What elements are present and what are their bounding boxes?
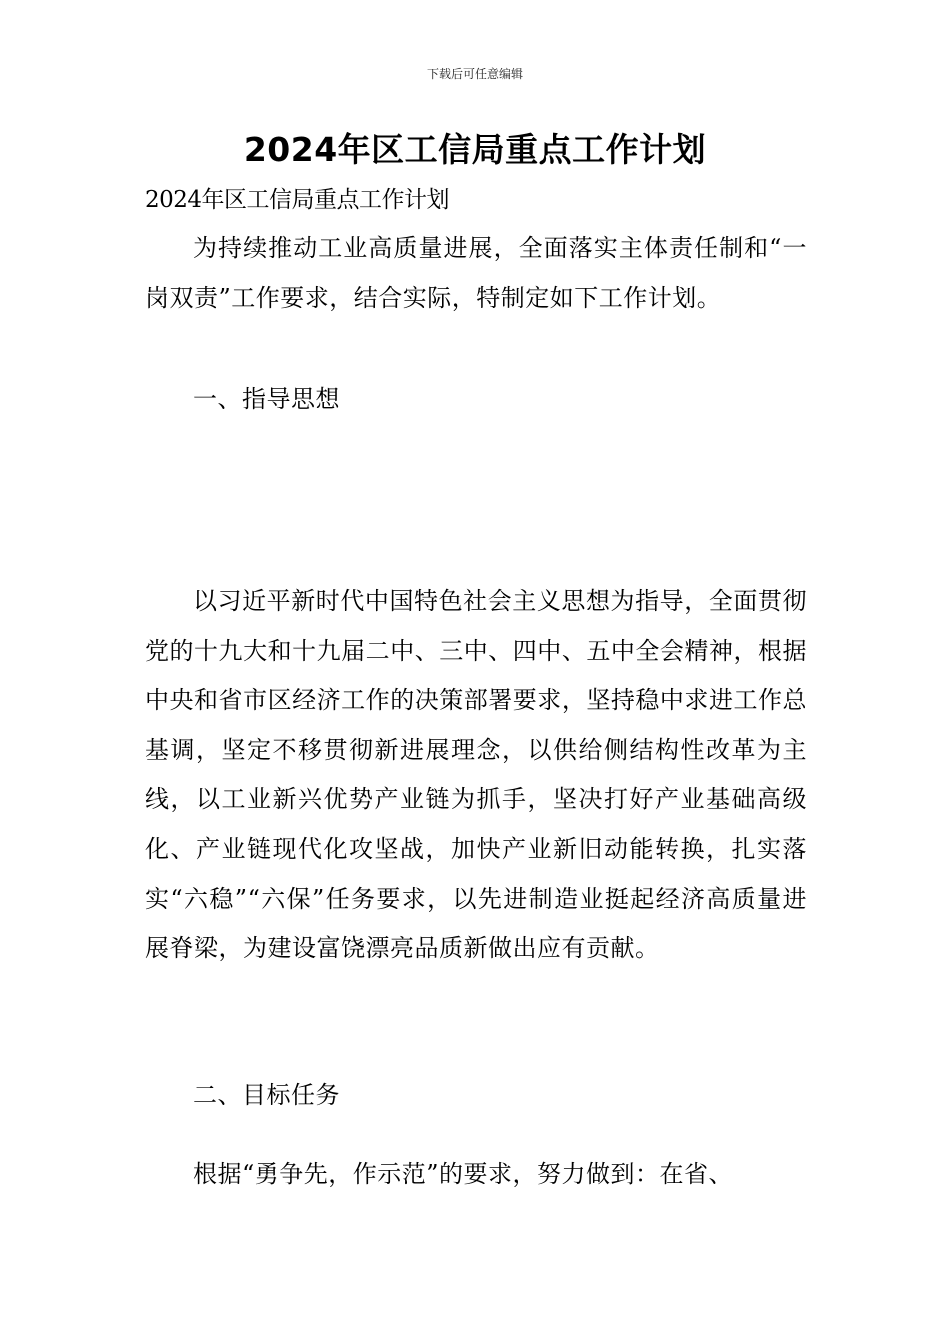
guiding-thought-paragraph: 以习近平新时代中国特色社会主义思想为指导，全面贯彻党的十九大和十九届二中、三中、四中、五中全会精神，根据中央和省市区经济工作的决策部署要求，坚持稳中求进工作总基调，坚定不移贯彻新进展理念，以供给侧结构性改革为主线，以工业新兴优势产业链为抓手，坚决打好产业基础高级化、产业链现代化攻坚战，加快产业新旧动能转换，扎实落实“六稳”“六保”任务要求，以先进制造业挺起经济高质量进展脊梁，为建设富饶漂亮品质新做出应有贡献。 [145,587,807,963]
section-heading-target-tasks: 二、目标任务 [193,1081,340,1109]
intro-paragraph: 为持续推动工业高质量进展，全面落实主体责任制和“一岗双责”工作要求，结合实际，特制定如下工作计划。 [145,234,807,312]
section-heading-guiding-thought: 一、指导思想 [193,385,340,413]
document-subtitle: 2024年区工信局重点工作计划 [145,187,450,213]
document-title: 2024年区工信局重点工作计划 [243,130,707,169]
header-note: 下载后可任意编辑 [426,67,523,81]
target-tasks-paragraph: 根据“勇争先，作示范”的要求，努力做到：在省、 [193,1160,734,1188]
